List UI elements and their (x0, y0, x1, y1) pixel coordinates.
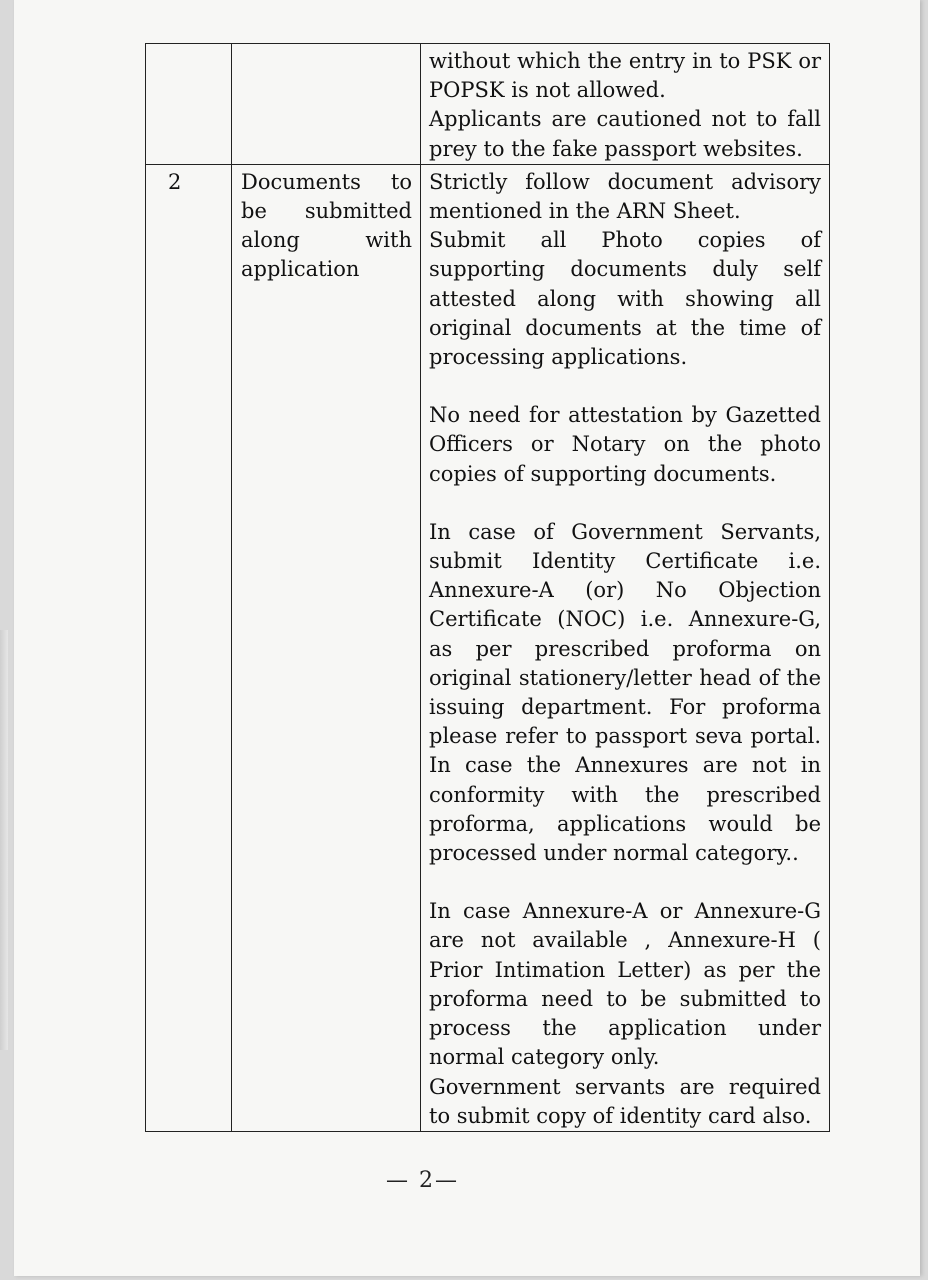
table-row (146, 44, 830, 165)
item-cell: Documents to be submitted along with application (232, 164, 421, 1131)
advisory-table (145, 43, 830, 1132)
page-number: — 2— (386, 1168, 459, 1193)
details-cell (421, 44, 830, 165)
detail-paragraph: In case Annexure-A or Annexure-G are not available , Annexure-H ( Prior Intimation Letter) as per the proforma need to be submitted to process the application under normal category only. (429, 899, 821, 1070)
scan-edge-shadow (0, 630, 8, 1050)
detail-paragraph: Government servants are required to submit copy of identity card also. (429, 1074, 821, 1128)
detail-paragraph: without which the entry in to PSK or POPSK is not allowed. (429, 49, 821, 103)
details-cell (421, 164, 830, 1131)
detail-paragraph: Applicants are cautioned not to fall prey to the fake passport websites. (429, 107, 821, 161)
detail-paragraph: No need for attestation by Gazetted Officers or Notary on the photo copies of supporting documents. (429, 403, 821, 486)
detail-paragraph: Strictly follow document advisory mentioned in the ARN Sheet. (429, 169, 821, 224)
table-row (146, 164, 830, 1131)
detail-paragraph: Submit all Photo copies of supporting documents duly self attested along with showing all original documents at the time of processing applications. (429, 228, 821, 370)
detail-paragraph: In case of Government Servants, submit Identity Certificate i.e. Annexure-A (or) No Objection Certificate (NOC) i.e. Annexure-G, as per prescribed proforma on original stationery/letter head of the issuing department. For proforma please refer to passport seva portal. In case the Annexures are not in conformity with the prescribed proforma, applications would be processed under normal category.. (429, 519, 821, 866)
serial-cell: 2 (146, 164, 232, 1131)
document-page (14, 0, 920, 1276)
serial-cell (146, 44, 232, 165)
item-cell (232, 44, 421, 165)
